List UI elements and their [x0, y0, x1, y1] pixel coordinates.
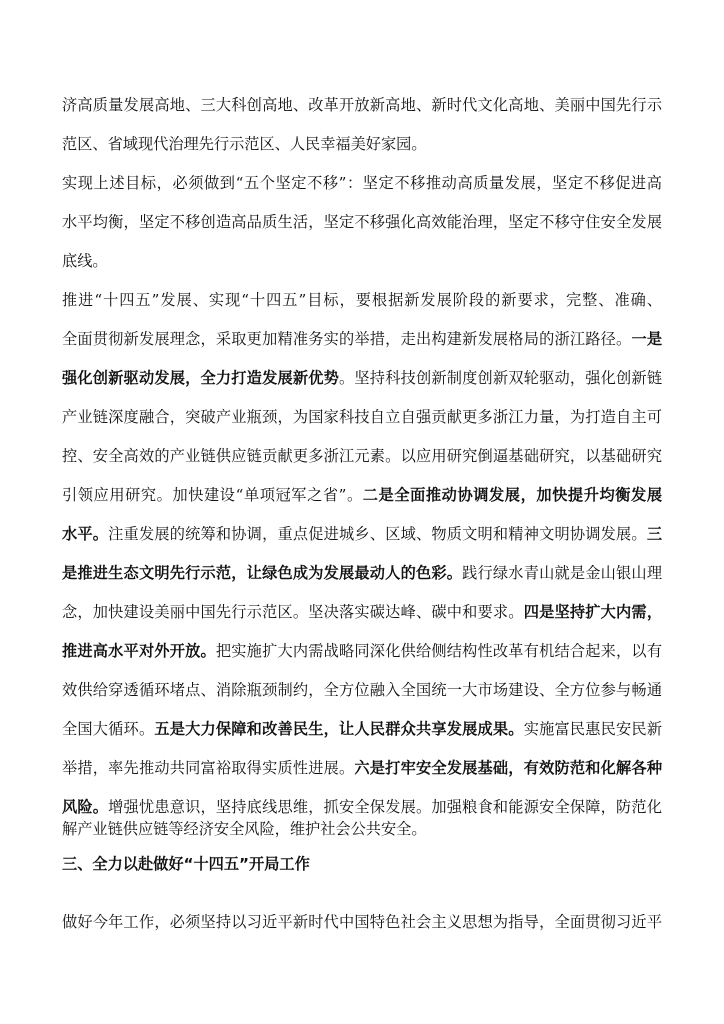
paragraph-3-line-13-bold: 六是打牢安全发展基础，有效防范和化解各种 — [354, 759, 663, 777]
paragraph-3-line-10 — [62, 640, 662, 662]
paragraph-3-line-9-text: 念，加快建设美丽中国先行示范区。坚决落实碳达峰、碳中和要求。 — [62, 603, 524, 621]
paragraph-3-line-7-bold: 水平。 — [62, 525, 109, 543]
paragraph-3-line-4: 产业链深度融合，突破产业瓶颈，为国家科技自立自强贡献更多浙江力量，为打造自主可 — [62, 408, 662, 426]
paragraph-2-line-2: 水平均衡，坚定不移创造高品质生活，坚定不移强化高效能治理，坚定不移守住安全发展 — [62, 213, 662, 231]
paragraph-4-line-1: 做好今年工作，必须坚持以习近平新时代中国特色社会主义思想为指导，全面贯彻习近平 — [62, 913, 662, 931]
paragraph-3-line-6 — [62, 484, 662, 506]
section-heading: 三、全力以赴做好“十四五”开局工作 — [62, 855, 310, 873]
paragraph-3-line-10-bold: 推进高水平对外开放。 — [62, 642, 216, 660]
paragraph-3-line-9 — [62, 601, 662, 623]
paragraph-3-line-14-text: 增强忧患意识，坚持底线思维，抓安全保发展。加强粮食和能源安全保障，防范化 — [108, 798, 663, 816]
paragraph-1-line-2: 范区、省域现代治理先行示范区、人民幸福美好家园。 — [62, 135, 427, 153]
paragraph-3-line-11: 效供给穿透循环堵点、消除瓶颈制约，全方位融入全国统一大市场建设、全方位参与畅通 — [62, 681, 662, 699]
paragraph-3-line-14 — [62, 796, 662, 818]
paragraph-2-line-3: 底线。 — [62, 252, 108, 270]
paragraph-3-line-2-bold: 一是 — [631, 330, 663, 348]
paragraph-3-line-13-text: 举措，率先推动共同富裕取得实质性进展。 — [62, 759, 355, 777]
paragraph-3-line-2-text: 全面贯彻新发展理念，采取更加精准务实的举措，走出构建新发展格局的浙江路径。 — [62, 330, 632, 348]
paragraph-3-line-14-bold: 风险。 — [62, 798, 109, 816]
paragraph-3-line-15: 解产业链供应链等经济安全风险，维护社会公共安全。 — [62, 820, 427, 838]
paragraph-3-line-7-text: 注重发展的统筹和协调，重点促进城乡、区域、物质文明和精神文明协调发展。 — [108, 525, 647, 543]
paragraph-3-line-7 — [62, 523, 662, 545]
paragraph-3-line-12 — [62, 718, 662, 740]
paragraph-3-line-10-text: 把实施扩大内需战略同深化供给侧结构性改革有机结合起来，以有 — [215, 642, 663, 660]
paragraph-3-line-12-bold: 五是大力保障和改善民生，让人民群众共享发展成果。 — [154, 720, 524, 738]
paragraph-3-line-1: 推进“十四五”发展、实现“十四五”目标，要根据新发展阶段的新要求，完整、准确、 — [62, 291, 662, 309]
paragraph-2-line-1: 实现上述目标，必须做到“五个坚定不移”：坚定不移推动高质量发展，坚定不移促进高 — [62, 174, 662, 192]
paragraph-3-line-6-text: 引领应用研究。加快建设“单项冠军之省”。 — [62, 486, 363, 504]
paragraph-3-line-2 — [62, 328, 662, 350]
paragraph-3-line-8-bold: 是推进生态文明先行示范，让绿色成为发展最动人的色彩。 — [62, 564, 463, 582]
paragraph-3-line-8 — [62, 562, 662, 584]
paragraph-3-line-6-bold: 二是全面推动协调发展，加快提升均衡发展 — [362, 486, 663, 504]
paragraph-3-line-13 — [62, 757, 662, 779]
paragraph-3-line-3 — [62, 367, 662, 389]
paragraph-3-line-3-bold: 强化创新驱动发展，全力打造发展新优势 — [62, 369, 340, 387]
paragraph-3-line-12-text-end: 实施富民惠民安民新 — [523, 720, 663, 738]
paragraph-3-line-8-text: 践行绿水青山就是金山银山理 — [462, 564, 663, 582]
paragraph-3-line-5: 控、安全高效的产业链供应链贡献更多浙江元素。以应用研究倒逼基础研究，以基础研究 — [62, 447, 662, 465]
paragraph-3-line-3-text: 。坚持科技创新制度创新双轮驱动，强化创新链 — [339, 369, 663, 387]
paragraph-1-line-1: 济高质量发展高地、三大科创高地、改革开放新高地、新时代文化高地、美丽中国先行示 — [62, 96, 662, 114]
paragraph-3-line-7-bold-end: 三 — [646, 525, 663, 543]
paragraph-3-line-9-bold: 四是坚持扩大内需， — [523, 603, 663, 621]
paragraph-3-line-12-text: 全国大循环。 — [62, 720, 155, 738]
